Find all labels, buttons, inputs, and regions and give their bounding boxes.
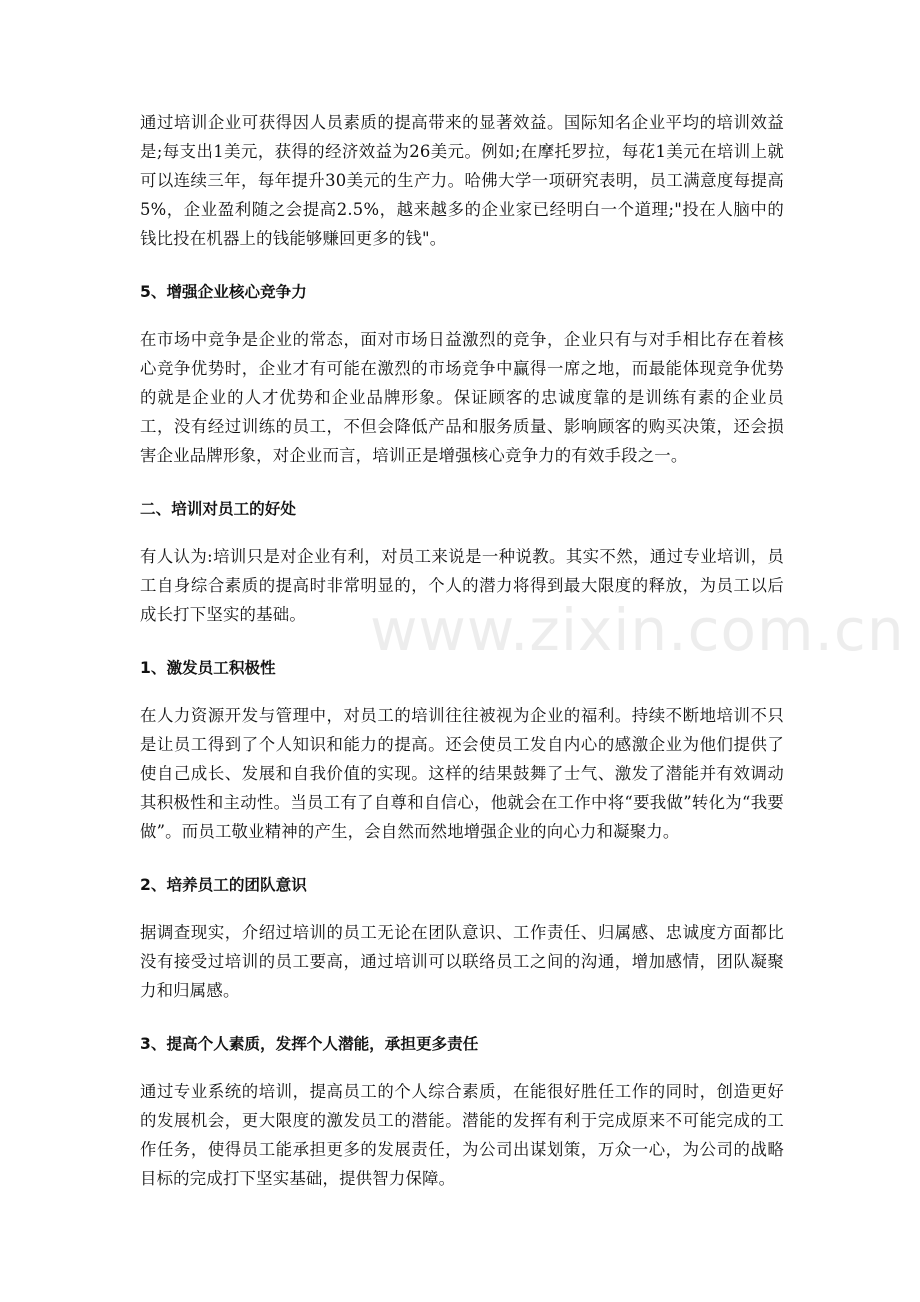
watermark: www.zixin.com.cn [370, 596, 905, 664]
paragraph-training-benefits: 通过培训企业可获得因人员素质的提高带来的显著效益。国际知名企业平均的培训效益是;每支出1美元，获得的经济效益为26美元。例如;在摩托罗拉，每花1美元在培训上就可以连续三年，每年提升30美元的生产力。哈佛大学一项研究表明，员工满意度每提高5%，企业盈利随之会提高2.5%，越来越多的企业家已经明白一个道理;"投在人脑中的钱比投在机器上的钱能够赚回更多的钱"。 [140, 113, 784, 248]
heading-benefits-to-employees: 二、培训对员工的好处 [140, 500, 296, 518]
paragraph-core-competitiveness: 在市场中竞争是企业的常态，面对市场日益激烈的竞争，企业只有与对手相比存在着核心竞争优势时，企业才有可能在激烈的市场竞争中赢得一席之地，而最能体现竞争优势的就是企业的人才优势和企业品牌形象。保证顾客的忠诚度靠的是训练有素的企业员工，没有经过训练的员工，不但会降低产品和服务质量、影响顾客的购买决策，还会损害企业品牌形象，对企业而言，培训正是增强核心竞争力的有效手段之一。 [140, 330, 784, 465]
paragraph-motivation: 在人力资源开发与管理中，对员工的培训往往被视为企业的福利。持续不断地培训不只是让员工得到了个人知识和能力的提高。还会使员工发自内心的感激企业为他们提供了使自己成长、发展和自我价值的实现。这样的结果鼓舞了士气、激发了潜能并有效调动其积极性和主动性。当员工有了自尊和自信心，他就会在工作中将“要我做”转化为“我要做”。而员工敬业精神的产生，会自然而然地增强企业的向心力和凝聚力。 [140, 706, 784, 841]
heading-team-awareness: 2、培养员工的团队意识 [140, 876, 307, 894]
document-page [140, 108, 784, 1193]
paragraph-team-awareness: 据调查现实，介绍过培训的员工无论在团队意识、工作责任、归属感、忠诚度方面都比没有接受过培训的员工要高，通过培训可以联络员工之间的沟通，增加感情，团队凝聚力和归属感。 [140, 923, 784, 1000]
heading-personal-quality: 3、提高个人素质，发挥个人潜能，承担更多责任 [140, 1035, 479, 1053]
heading-motivation: 1、激发员工积极性 [140, 659, 276, 677]
paragraph-personal-quality: 通过专业系统的培训，提高员工的个人综合素质，在能很好胜任工作的同时，创造更好的发展机会，更大限度的激发员工的潜能。潜能的发挥有利于完成原来不可能完成的工作任务，使得员工能承担更多的发展责任，为公司出谋划策，万众一心，为公司的战略目标的完成打下坚实基础，提供智力保障。 [140, 1082, 784, 1188]
paragraph-benefits-to-employees: 有人认为:培训只是对企业有利，对员工来说是一种说教。其实不然，通过专业培训，员工自身综合素质的提高时非常明显的，个人的潜力将得到最大限度的释放，为员工以后成长打下坚实的基础。 [140, 547, 784, 624]
heading-core-competitiveness: 5、增强企业核心竞争力 [140, 283, 307, 301]
